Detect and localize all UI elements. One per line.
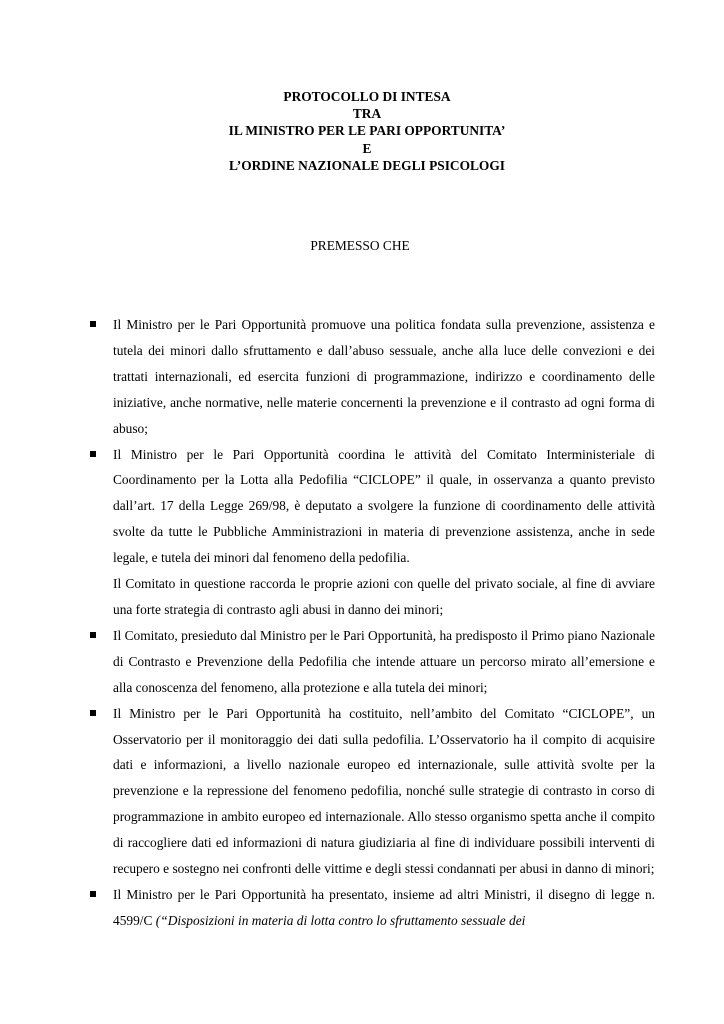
list-item [113,623,655,701]
premises-list [113,312,655,934]
list-item-text-wrapper [113,882,655,934]
list-item-text: Il Ministro per le Pari Opportunità coordina le attività del Comitato Interministeriale di Coordinamento per la Lotta alla Pedofilia “CICLOPE” il quale, in osservanza a quanto previsto dall’art. 17 della Legge 269/98, è deputato a svolgere la funzione di coordinamento delle attività svolte da tutte le Pubbliche Amministrazioni in materia di prevenzione assistenza, anche in sede legale, e tutela dei minori dal fenomeno della pedofilia. [113,446,655,566]
title-line-1: PROTOCOLLO DI INTESA [283,89,451,104]
title-line-3: IL MINISTRO PER LE PARI OPPORTUNITA’ [228,123,506,139]
section-heading: PREMESSO CHE [310,238,410,253]
list-item [113,312,655,442]
list-item-text: Il Comitato, presieduto dal Ministro per le Pari Opportunità, ha predisposto il Primo piano Nazionale di Contrasto e Prevenzione della Pedofilia che intende attuare un percorso mirato all’emersione e alla conoscenza del fenomeno, alla protezione e alla tutela dei minori; [113,627,655,695]
title-line-5: L’ORDINE NAZIONALE DEGLI PSICOLOGI [229,157,505,173]
square-bullet-icon [90,891,96,897]
list-item [113,882,655,934]
list-item [113,701,655,882]
list-item [113,442,655,623]
square-bullet-icon [90,710,96,716]
square-bullet-icon [90,321,96,327]
list-item-text-italic: (“Disposizioni in materia di lotta contro lo sfruttamento sessuale dei [155,912,526,928]
square-bullet-icon [90,451,96,457]
square-bullet-icon [90,632,96,638]
list-item-text: Il Ministro per le Pari Opportunità promuove una politica fondata sulla prevenzione, assistenza e tutela dei minori dallo sfruttamento e dall’abuso sessuale, anche alla luce delle convezioni e dei trattati internazionali, ed esercita funzioni di programmazione, indirizzo e coordinamento delle iniziative, anche normative, nelle materie concernenti la prevenzione e il contrasto ad ogni forma di abuso; [113,317,655,436]
list-item-text-continued: Il Comitato in questione raccorda le proprie azioni con quelle del privato sociale, al fine di avviare una forte strategia di contrasto agli abusi in danno dei minori; [113,576,655,617]
list-item-text: Il Ministro per le Pari Opportunità ha costituito, nell’ambito del Comitato “CICLOPE”, un Osservatorio per il monitoraggio dei dati sulla pedofilia. L’Osservatorio ha il compito di acquisire dati e informazioni, a livello nazionale europeo ed internazionale, sulle attività svolte per la prevenzione e la repressione del fenomeno pedofilia, nonché sulle strategie di contrasto in corso di programmazione in ambito europeo ed internazionale. Allo stesso organismo spetta anche il compito di raccogliere dati ed informazioni di natura giudiziaria al fine di individuare possibili interventi di recupero e sostegno nei confronti delle vittime e degli stessi condannati per abusi in danno di minori; [113,705,655,877]
document-title [0,88,724,174]
title-line-2: TRA [352,106,382,122]
list-item-text: Il Ministro per le Pari Opportunità ha presentato, insieme ad altri Ministri, il disegno di legge n. 4599/C [113,886,655,928]
title-line-4: E [362,140,372,156]
